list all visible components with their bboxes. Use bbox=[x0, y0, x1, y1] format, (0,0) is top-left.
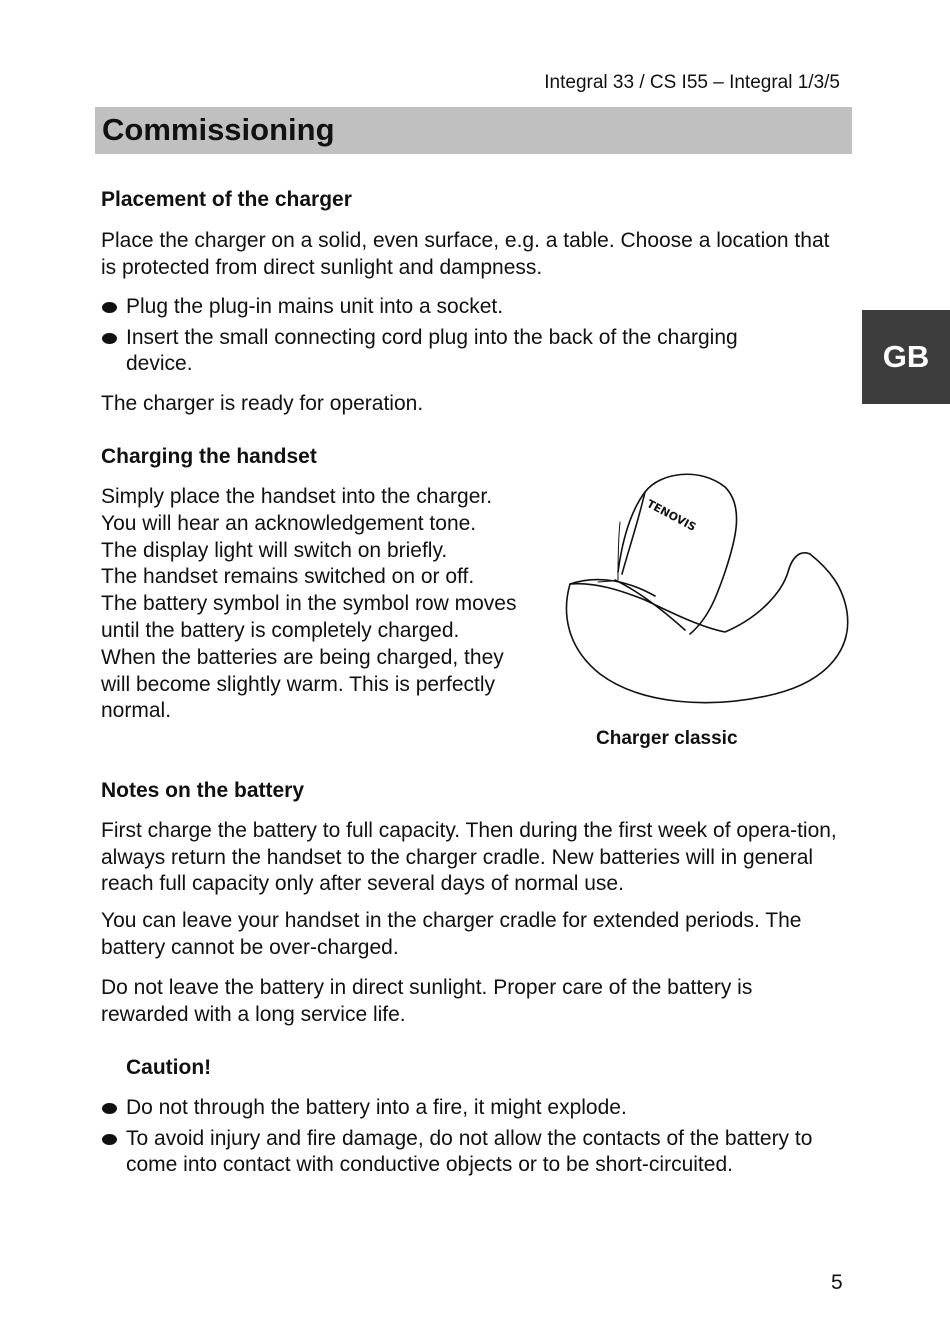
battery-paragraph: First charge the battery to full capacity. Then during the first week of opera-tion, always return the handset to the charger cradle. New batteries will in general reach full capacity only after several days of normal use. bbox=[101, 819, 837, 895]
charger-base-outline bbox=[566, 553, 847, 703]
text-line: You will hear an acknowledgement tone. bbox=[101, 511, 477, 535]
bullet-text: Plug the plug-in mains unit into a socket. bbox=[126, 295, 504, 318]
section-title-bar bbox=[95, 107, 852, 154]
charger-illustration bbox=[560, 462, 852, 712]
battery-paragraph: You can leave your handset in the charger cradle for extended periods. The battery cannot be over-charged. bbox=[101, 909, 802, 959]
cradle-rim bbox=[570, 580, 655, 596]
bullet-icon bbox=[102, 1134, 117, 1145]
battery-heading: Notes on the battery bbox=[101, 779, 305, 802]
text-line: The display light will switch on briefly. bbox=[101, 538, 448, 562]
battery-paragraph: Do not leave the battery in direct sunlight. Proper care of the battery is rewarded with a long service life. bbox=[101, 976, 753, 1026]
list-item bbox=[101, 1095, 841, 1122]
bullet-icon bbox=[102, 333, 117, 344]
bullet-icon bbox=[102, 302, 117, 313]
text-line: The battery symbol in the symbol row moves bbox=[101, 592, 517, 616]
list-item bbox=[101, 294, 841, 321]
placement-intro: Place the charger on a solid, even surface, e.g. a table. Choose a location that is protected from direct sunlight and dampness. bbox=[101, 229, 830, 279]
text-line: until the battery is completely charged. bbox=[101, 618, 460, 642]
placement-heading: Placement of the charger bbox=[101, 188, 352, 211]
charging-text bbox=[101, 484, 551, 725]
brand-logo: TENOVIS bbox=[644, 497, 699, 534]
language-tab-gb: GB bbox=[862, 310, 950, 404]
caution-bullet-list bbox=[101, 1095, 841, 1183]
handset-display-line bbox=[615, 580, 685, 630]
bullet-text: Insert the small connecting cord plug into the back of the charging device. bbox=[126, 325, 738, 375]
page-number: 5 bbox=[831, 1271, 843, 1294]
text-line: The handset remains switched on or off. bbox=[101, 565, 475, 589]
section-title: Commissioning bbox=[102, 112, 335, 147]
text-line: When the batteries are being charged, they bbox=[101, 645, 504, 669]
bullet-icon bbox=[102, 1103, 117, 1114]
handset-notch bbox=[598, 581, 612, 582]
placement-closing: The charger is ready for operation. bbox=[101, 392, 424, 415]
charging-heading: Charging the handset bbox=[101, 445, 317, 468]
handset-inner-line bbox=[618, 522, 620, 580]
figure-caption: Charger classic bbox=[596, 728, 738, 749]
handset-outline bbox=[618, 474, 737, 634]
list-item bbox=[101, 1126, 856, 1179]
bullet-text: Do not through the battery into a fire, it might explode. bbox=[126, 1096, 627, 1119]
bullet-text: To avoid injury and fire damage, do not allow the contacts of the battery to come into contact with conductive objects or to be short-circuited. bbox=[126, 1126, 813, 1176]
running-header: Integral 33 / CS I55 – Integral 1/3/5 bbox=[544, 72, 840, 93]
text-line: Simply place the handset into the charger. bbox=[101, 485, 493, 508]
caution-title: Caution! bbox=[126, 1056, 212, 1079]
text-line: normal. bbox=[101, 699, 172, 723]
placement-bullet-list bbox=[101, 294, 841, 382]
text-line: will become slightly warm. This is perfectly bbox=[101, 672, 496, 696]
list-item bbox=[101, 325, 806, 378]
